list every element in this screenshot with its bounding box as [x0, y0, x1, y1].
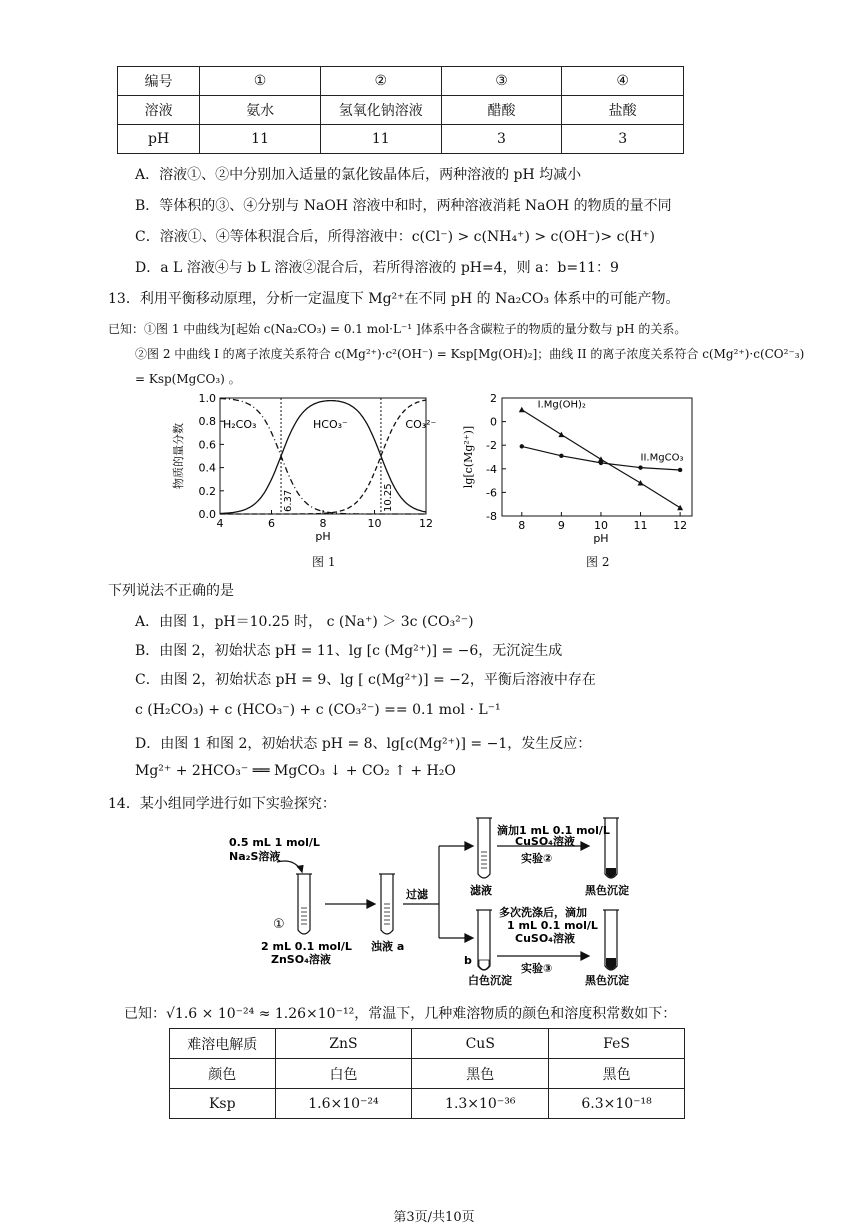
y-tick-label: -8	[486, 510, 497, 523]
filter-label: 过滤	[406, 888, 428, 901]
figure-2-chart	[458, 390, 708, 550]
table-cell: 颜色	[170, 1059, 276, 1089]
x-tick-label: 8	[518, 519, 526, 532]
table-cell: 1.3×10⁻³⁶	[412, 1089, 549, 1119]
table-cell: 6.3×10⁻¹⁸	[549, 1089, 685, 1119]
ppt-b-label: b	[464, 954, 472, 967]
q13-question: 下列说法不正确的是	[108, 583, 234, 599]
table-cell: 醋酸	[441, 96, 562, 125]
q12-option-c: C．溶液①、④等体积混合后，所得溶液中：c(Cl⁻) > c(NH₄⁺) > c(OH⁻)> c(H⁺)	[135, 229, 655, 245]
q13-option-d1: D．由图 1 和图 2，初始状态 pH = 8、lg[c(Mg²⁺)] = −1，发生反应：	[135, 736, 592, 752]
table-cell: Ksp	[170, 1089, 276, 1119]
series-label-2: II.MgCO₃	[640, 452, 684, 464]
data-point	[559, 454, 563, 458]
table-cell: 难溶电解质	[170, 1029, 276, 1059]
series-label-hco3: HCO₃⁻	[313, 418, 348, 431]
add-2-label-b: 1 mL 0.1 mol/L	[507, 919, 598, 932]
tube-1-label-a: 2 mL 0.1 mol/L	[261, 940, 352, 953]
table-row	[170, 1029, 685, 1059]
white-ppt-label: 白色沉淀	[468, 974, 512, 987]
table-cell: 黑色	[549, 1059, 685, 1089]
x-tick-label: 8	[319, 517, 327, 530]
black-ppt-1-label: 黑色沉淀	[585, 884, 629, 897]
exp-2-label: 实验②	[521, 852, 553, 865]
q14-stem: 14．某小组同学进行如下实验探究：	[108, 796, 336, 812]
table-cell: 盐酸	[562, 96, 684, 125]
q13-option-b: B．由图 2，初始状态 pH = 11、lg [c (Mg²⁺)] = −6，无沉淀生成	[135, 643, 563, 659]
table-cell: ②	[320, 67, 441, 96]
y-tick-label: 0	[490, 415, 497, 429]
test-tube-1	[298, 874, 310, 934]
series-label-h2co3: H₂CO₃	[223, 418, 257, 431]
table-cell: ④	[562, 67, 684, 96]
q13-known-1: 已知：①图 1 中曲线为[起始 c(Na₂CO₃) = 0.1 mol·L⁻¹ ]体系中各含碳粒子的物质的量分数与 pH 的关系。	[108, 322, 687, 336]
data-point	[678, 468, 682, 472]
y-tick-label: 1.0	[198, 392, 216, 405]
y-tick-label: 0.0	[198, 508, 216, 521]
y-tick-label: 0.4	[198, 461, 216, 475]
table-cell: 11	[320, 125, 441, 154]
x-tick-label: 4	[216, 517, 224, 530]
table-cell: ①	[200, 67, 321, 96]
y-tick-label: 0.8	[198, 415, 216, 429]
add-1-label-a: 滴加1 mL 0.1 mol/L	[497, 824, 610, 837]
data-point	[677, 505, 683, 511]
table-cell: pH	[118, 125, 200, 154]
q12-option-d: D．a L 溶液④与 b L 溶液②混合后，若所得溶液的 pH=4，则 a：b=11：9	[135, 260, 619, 276]
ksp-table	[169, 1028, 685, 1119]
series-line-0	[220, 399, 426, 515]
q13-option-c1: C．由图 2，初始状态 pH = 9、lg [ c(Mg²⁺)] = −2，平衡后溶液中存在	[135, 672, 596, 688]
x-tick-label: 12	[419, 517, 433, 530]
table-cell: 白色	[275, 1059, 412, 1089]
data-point	[519, 407, 525, 413]
table-row	[118, 67, 684, 96]
data-point	[558, 432, 564, 438]
y-tick-label: -6	[486, 486, 497, 500]
data-point	[638, 465, 642, 469]
tube-1-number: ①	[273, 917, 285, 932]
data-point	[638, 480, 644, 486]
q12-option-a: A．溶液①、②中分别加入适量的氯化铵晶体后，两种溶液的 pH 均减小	[135, 167, 582, 183]
tube-1-label-b: ZnSO₄溶液	[271, 953, 331, 966]
ph-table	[117, 66, 684, 154]
table-cell: 氢氧化钠溶液	[320, 96, 441, 125]
table-cell: 溶液	[118, 96, 200, 125]
x-tick-label: 6	[268, 517, 275, 530]
q13-stem: 13．利用平衡移动原理，分析一定温度下 Mg²⁺在不同 pH 的 Na₂CO₃ 体系中的可能产物。	[108, 291, 680, 307]
data-point	[599, 461, 603, 465]
add-2-label-a: 多次洗涤后，滴加	[499, 906, 587, 919]
q13-option-c2: c (H₂CO₃) + c (HCO₃⁻) + c (CO₃²⁻) == 0.1 mol · L⁻¹	[135, 702, 501, 718]
pka-label: 10.25	[382, 483, 394, 512]
table-cell: 3	[562, 125, 684, 154]
filtrate-tube	[478, 818, 490, 878]
table-cell: 氨水	[200, 96, 321, 125]
table-row	[170, 1089, 685, 1119]
y-tick-label: 0.2	[198, 484, 216, 498]
add-2-label-c: CuSO₄溶液	[515, 932, 575, 945]
reagent-1-label-b: Na₂S溶液	[229, 850, 281, 863]
q13-option-d2: Mg²⁺ + 2HCO₃⁻ ══ MgCO₃ ↓ + CO₂ ↑ + H₂O	[135, 763, 456, 779]
table-cell: 1.6×10⁻²⁴	[275, 1089, 412, 1119]
black-ppt-2	[606, 958, 616, 970]
page-footer: 第3页/共10页	[393, 1210, 475, 1225]
table-cell: ③	[441, 67, 562, 96]
black-ppt-2-label: 黑色沉淀	[585, 974, 629, 987]
figure-1-chart	[160, 390, 450, 570]
q13-option-a: A．由图 1，pH＝10.25 时， c (Na⁺) ＞ 3c (CO₃²⁻)	[135, 614, 474, 630]
table-cell: ZnS	[275, 1029, 412, 1059]
table-cell: FeS	[549, 1029, 685, 1059]
y-axis-label: 物质的量分数	[172, 423, 185, 489]
x-tick-label: 9	[557, 519, 565, 532]
exp-3-label: 实验③	[521, 962, 553, 975]
q13-known-2a: ②图 2 中曲线 I 的离子浓度关系符合 c(Mg²⁺)·c²(OH⁻) = Ksp[Mg(OH)₂]；曲线 II 的离子浓度关系符合 c(Mg²⁺)·c(CO²⁻₃)	[135, 347, 805, 361]
x-axis-label: pH	[593, 532, 609, 545]
add-arrow	[277, 861, 301, 870]
pka-label: 6.37	[283, 489, 295, 512]
y-tick-label: -2	[486, 439, 497, 453]
plot-frame	[220, 398, 426, 514]
figure-2-caption: 图 2	[586, 555, 610, 569]
table-cell: 11	[200, 125, 321, 154]
table-cell: 编号	[118, 67, 200, 96]
table-cell: 黑色	[412, 1059, 549, 1089]
y-axis-label: lg[c(Mg²⁺)]	[462, 425, 475, 489]
series-label-1: I.Mg(OH)₂	[537, 399, 586, 411]
series-label-co3: CO₃²⁻	[405, 418, 437, 431]
q14-known: 已知：√1.6 × 10⁻²⁴ ≈ 1.26×10⁻¹²，常温下，几种难溶物质的颜色和溶度积常数如下：	[124, 1006, 677, 1022]
y-tick-label: 2	[490, 392, 497, 405]
x-tick-label: 12	[673, 519, 688, 532]
table-row	[118, 96, 684, 125]
add-1-label-b: CuSO₄溶液	[515, 835, 575, 848]
q12-option-b: B．等体积的③、④分别与 NaOH 溶液中和时，两种溶液消耗 NaOH 的物质的量不同	[135, 198, 672, 214]
table-cell: 3	[441, 125, 562, 154]
reagent-1-label-a: 0.5 mL 1 mol/L	[229, 836, 320, 849]
x-tick-label: 10	[367, 517, 382, 530]
turbid-label: 浊液 a	[371, 940, 405, 953]
table-cell: CuS	[412, 1029, 549, 1059]
table-row	[170, 1059, 685, 1089]
q13-known-2b: = Ksp(MgCO₃) 。	[135, 372, 241, 386]
experiment-diagram	[225, 812, 655, 997]
data-point	[520, 444, 524, 448]
x-tick-label: 11	[633, 519, 648, 532]
x-tick-label: 10	[593, 519, 608, 532]
y-tick-label: -4	[486, 462, 497, 476]
table-row	[118, 125, 684, 154]
y-tick-label: 0.6	[198, 438, 216, 452]
figure-1-caption: 图 1	[312, 555, 336, 569]
white-ppt	[479, 960, 489, 970]
filtrate-label: 滤液	[470, 884, 492, 897]
x-axis-label: pH	[315, 530, 331, 543]
